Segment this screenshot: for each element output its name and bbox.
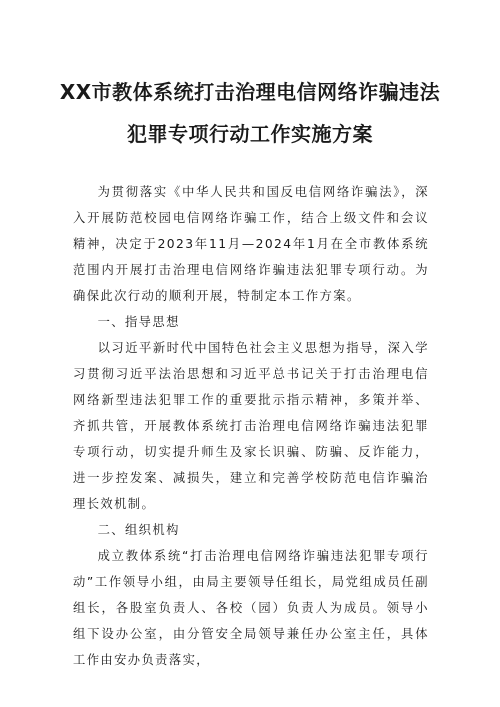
organization-paragraph: 成立教体系统“打击治理电信网络诈骗违法犯罪专项行动”工作领导小组，由局主要领导任组长，局党组成员任副组长，各股室负责人、各校（园）负责人为成员。领导小组下设办公室，由分管安全局领导兼任办公室主任，具体工作由安办负责落实， <box>73 549 429 667</box>
document-body <box>73 179 429 673</box>
section-heading-organization: 二、组织机构 <box>97 523 180 537</box>
document-title-line-2: 犯罪专项行动工作实施方案 <box>127 122 373 146</box>
section-heading-guiding-ideology: 一、指导思想 <box>97 315 180 329</box>
document-title-line-1: XX市教体系统打击治理电信网络诈骗违法 <box>59 80 441 104</box>
intro-paragraph: 为贯彻落实《中华人民共和国反电信网络诈骗法》，深入开展防范校园电信网络诈骗工作，结合上级文件和会议精神，决定于2023年11月—2024年1月在全市教体系统范围内开展打击治理电信网络诈骗违法犯罪专项行动。为确保此次行动的顺利开展，特制定本工作方案。 <box>73 185 429 303</box>
guiding-ideology-paragraph: 以习近平新时代中国特色社会主义思想为指导，深入学习贯彻习近平法治思想和习近平总书记关于打击治理电信网络新型违法犯罪工作的重要批示指示精神，多策并举、齐抓共管，开展教体系统打击治理电信网络诈骗违法犯罪专项行动，切实提升师生及家长识骗、防骗、反诈能力，进一步控发案、减损失，建立和完善学校防范电信诈骗治理长效机制。 <box>73 341 429 511</box>
